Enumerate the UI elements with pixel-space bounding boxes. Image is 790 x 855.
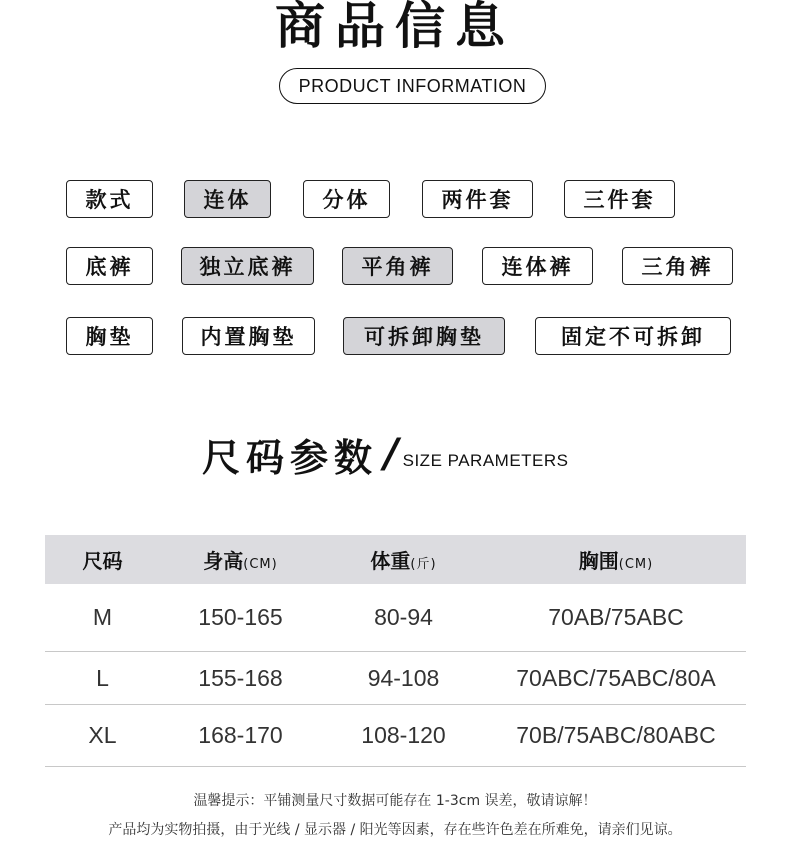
cell-weight: 108-120 (361, 722, 446, 748)
option-padding-fixed: 固定不可拆卸 (535, 317, 731, 355)
size-heading-slash: / (384, 431, 399, 477)
option-bottoms-boxer: 平角裤 (342, 247, 453, 285)
cell-height: 168-170 (198, 722, 283, 748)
size-table (45, 535, 746, 767)
option-bottoms-brief: 三角裤 (622, 247, 733, 285)
note-color-difference: 产品均为实物拍摄，由于光线 / 显示器 / 阳光等因素，存在些许色差在所难免，请亲们见谅。 (108, 822, 682, 838)
option-padding-builtin: 内置胸垫 (182, 317, 315, 355)
page-title: 商品信息 (275, 0, 515, 55)
size-parameters-heading (202, 426, 569, 482)
cell-bust: 70ABC/75ABC/80A (516, 664, 716, 691)
cell-weight: 80-94 (374, 604, 433, 630)
option-style-onepiece: 连体 (184, 180, 271, 218)
size-table-header (45, 535, 746, 584)
size-heading-cn: 尺码参数 (202, 435, 379, 480)
cell-height: 155-168 (198, 664, 283, 691)
table-row (45, 652, 746, 705)
table-row (45, 705, 746, 767)
cell-weight: 94-108 (367, 664, 440, 691)
option-bottoms-onepiece: 连体裤 (482, 247, 593, 285)
option-style-three-piece: 三件套 (564, 180, 675, 218)
option-style-two-piece: 两件套 (422, 180, 533, 218)
cell-height: 150-165 (198, 604, 283, 630)
header-weight: 体重(斤) (370, 549, 437, 573)
header-height: 身高(CM) (203, 549, 278, 573)
size-heading-en: SIZE PARAMETERS (402, 451, 569, 470)
cell-size: M (92, 604, 113, 630)
cell-bust: 70B/75ABC/80ABC (516, 722, 716, 748)
option-padding-removable: 可拆卸胸垫 (343, 317, 505, 355)
header-size: 尺码 (82, 549, 123, 573)
attribute-label-style: 款式 (66, 180, 153, 218)
cell-size: L (96, 664, 109, 691)
option-bottoms-separate: 独立底裤 (181, 247, 314, 285)
note-measurement: 温馨提示：平铺测量尺寸数据可能存在 1-3cm 误差，敬请谅解！ (193, 793, 597, 809)
option-style-split: 分体 (303, 180, 390, 218)
attribute-label-bottoms: 底裤 (66, 247, 153, 285)
header-bust: 胸围(CM) (578, 549, 654, 573)
cell-bust: 70AB/75ABC (548, 604, 684, 630)
page-subtitle-pill: PRODUCT INFORMATION (279, 68, 546, 104)
cell-size: XL (88, 722, 117, 748)
attribute-label-padding: 胸垫 (66, 317, 153, 355)
table-row (45, 584, 746, 652)
